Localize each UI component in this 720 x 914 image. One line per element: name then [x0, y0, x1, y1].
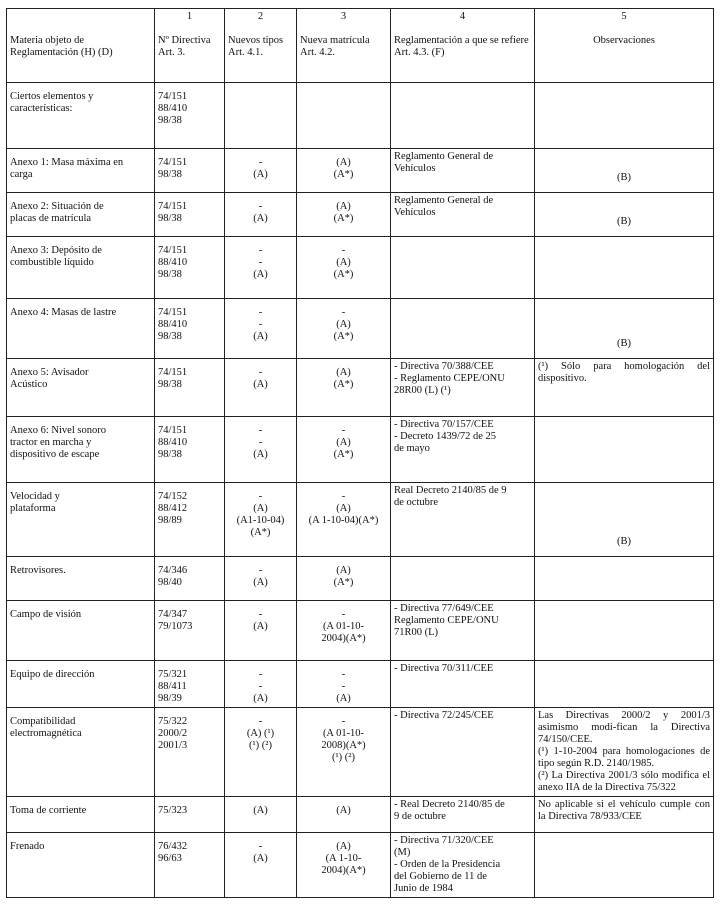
new-registration-cell: (A) (A 1-10- 2004)(A*)	[297, 833, 391, 898]
directive-cell: 74/347 79/1073	[155, 601, 225, 661]
new-registration-cell: (A) (A*)	[297, 557, 391, 601]
observations-cell	[535, 661, 714, 708]
subject-cell: Equipo de dirección	[7, 661, 155, 708]
subject-cell: Anexo 5: Avisador Acústico	[7, 359, 155, 417]
header-row	[7, 9, 714, 83]
header-col-3-text: Nueva matrícula Art. 4.2.	[300, 35, 370, 58]
directive-cell: 75/322 2000/2 2001/3	[155, 708, 225, 797]
subject-cell: Compatibilidad electromagnética	[7, 708, 155, 797]
observations-cell: (B)	[535, 299, 714, 359]
regulation-cell: - Directiva 77/649/CEE Reglamento CEPE/ONU 71R00 (L)	[391, 601, 535, 661]
table-row	[7, 299, 714, 359]
observations-cell	[535, 417, 714, 483]
new-types-cell: - (A)	[225, 193, 297, 237]
header-subject-text: Materia objeto de Reglamentación (H) (D)	[10, 35, 113, 58]
observations-cell: (B)	[535, 193, 714, 237]
subject-cell: Anexo 1: Masa máxima en carga	[7, 149, 155, 193]
table-row	[7, 601, 714, 661]
regulation-cell: - Directiva 70/311/CEE	[391, 661, 535, 708]
table-row	[7, 661, 714, 708]
header-col-3	[297, 9, 391, 83]
header-subject	[7, 9, 155, 83]
table-row	[7, 193, 714, 237]
new-types-cell: - (A)	[225, 833, 297, 898]
directive-cell: 74/151 88/410 98/38	[155, 237, 225, 299]
regulation-cell: - Directiva 72/245/CEE	[391, 708, 535, 797]
subject-cell: Campo de visión	[7, 601, 155, 661]
subject-cell: Anexo 2: Situación de placas de matrícula	[7, 193, 155, 237]
subject-cell: Velocidad y plataforma	[7, 483, 155, 557]
new-types-cell: - (A)	[225, 149, 297, 193]
table-row	[7, 237, 714, 299]
new-types-cell: - (A) (A1-10-04)(A*)	[225, 483, 297, 557]
directive-cell: 74/151 98/38	[155, 193, 225, 237]
regulation-cell: Reglamento General de Vehículos	[391, 193, 535, 237]
directive-cell: 74/151 88/410 98/38	[155, 417, 225, 483]
new-registration-cell: - (A 01-10- 2004)(A*)	[297, 601, 391, 661]
regulation-cell	[391, 237, 535, 299]
table-row	[7, 557, 714, 601]
table-row	[7, 708, 714, 797]
regulation-cell	[391, 83, 535, 149]
directive-cell: 74/151 98/38	[155, 149, 225, 193]
new-types-cell: - (A)	[225, 557, 297, 601]
new-types-cell: - (A) (¹) (¹) (²)	[225, 708, 297, 797]
new-registration-cell: (A) (A*)	[297, 359, 391, 417]
regulation-cell: - Directiva 71/320/CEE (M) - Orden de la Presidencia del Gobierno de 11 de Junio de 1984	[391, 833, 535, 898]
observations-cell	[535, 83, 714, 149]
table-row	[7, 417, 714, 483]
directive-cell: 74/151 88/410 98/38	[155, 299, 225, 359]
header-col-4-number: 4	[459, 11, 466, 22]
new-registration-cell: - (A) (A*)	[297, 299, 391, 359]
header-col-4-text: Reglamentación a que se refiere Art. 4.3. (F)	[394, 35, 529, 58]
new-types-cell: - - (A)	[225, 299, 297, 359]
new-types-cell: - - (A)	[225, 417, 297, 483]
regulation-cell	[391, 557, 535, 601]
subject-cell: Retrovisores.	[7, 557, 155, 601]
new-types-cell: - - (A)	[225, 237, 297, 299]
directive-cell: 74/151 98/38	[155, 359, 225, 417]
header-col-3-number: 3	[340, 11, 347, 22]
table-row	[7, 797, 714, 833]
new-registration-cell: (A)	[297, 797, 391, 833]
header-col-1	[155, 9, 225, 83]
table-row	[7, 833, 714, 898]
new-registration-cell: (A) (A*)	[297, 193, 391, 237]
table-row	[7, 359, 714, 417]
header-col-2-number: 2	[257, 11, 264, 22]
new-types-cell: (A)	[225, 797, 297, 833]
header-col-5	[535, 9, 714, 83]
header-col-5-number: 5	[621, 11, 627, 22]
new-registration-cell: - (A) (A 1-10-04)(A*)	[297, 483, 391, 557]
regulation-cell	[391, 299, 535, 359]
observations-cell: No aplicable si el vehículo cumple con la Directiva 78/933/CEE	[535, 797, 714, 833]
new-registration-cell: (A) (A*)	[297, 149, 391, 193]
observations-cell: (¹) Sólo para homologación del dispositivo.	[535, 359, 714, 417]
new-registration-cell: - - (A)	[297, 661, 391, 708]
observations-cell: (B)	[535, 483, 714, 557]
subject-cell: Frenado	[7, 833, 155, 898]
header-col-1-number: 1	[186, 11, 193, 22]
observations-cell	[535, 601, 714, 661]
new-types-cell: - (A)	[225, 359, 297, 417]
new-types-cell	[225, 83, 297, 149]
table-row	[7, 149, 714, 193]
header-col-2	[225, 9, 297, 83]
table-row	[7, 83, 714, 149]
header-col-1-text: Nº Directiva Art. 3.	[158, 35, 211, 58]
regulation-cell: - Directiva 70/157/CEE - Decreto 1439/72 de 25 de mayo	[391, 417, 535, 483]
directive-cell: 74/346 98/40	[155, 557, 225, 601]
observations-cell	[535, 237, 714, 299]
regulation-cell: Real Decreto 2140/85 de 9 de octubre	[391, 483, 535, 557]
regulation-cell: - Real Decreto 2140/85 de 9 de octubre	[391, 797, 535, 833]
header-col-4	[391, 9, 535, 83]
observations-cell	[535, 557, 714, 601]
regulation-table	[6, 8, 714, 898]
directive-cell: 75/321 88/411 98/39	[155, 661, 225, 708]
observations-cell: (B)	[535, 149, 714, 193]
regulation-cell: - Directiva 70/388/CEE - Reglamento CEPE/ONU 28R00 (L) (¹)	[391, 359, 535, 417]
new-registration-cell: - (A) (A*)	[297, 417, 391, 483]
directive-cell: 76/432 96/63	[155, 833, 225, 898]
new-registration-cell	[297, 83, 391, 149]
subject-cell: Anexo 3: Depósito de combustible líquido	[7, 237, 155, 299]
table-row	[7, 483, 714, 557]
directive-cell: 74/151 88/410 98/38	[155, 83, 225, 149]
regulation-cell: Reglamento General de Vehículos	[391, 149, 535, 193]
subject-cell: Ciertos elementos y características:	[7, 83, 155, 149]
directive-cell: 75/323	[155, 797, 225, 833]
directive-cell: 74/152 88/412 98/89	[155, 483, 225, 557]
subject-cell: Anexo 6: Nivel sonoro tractor en marcha y dispositivo de escape	[7, 417, 155, 483]
header-col-2-text: Nuevos tipos Art. 4.1.	[228, 35, 284, 58]
new-registration-cell: - (A 01-10- 2008)(A*) (¹) (²)	[297, 708, 391, 797]
observations-cell	[535, 833, 714, 898]
new-registration-cell: - (A) (A*)	[297, 237, 391, 299]
header-col-5-text: Observaciones	[593, 35, 655, 46]
subject-cell: Toma de corriente	[7, 797, 155, 833]
observations-cell: Las Directivas 2000/2 y 2001/3 asimismo modi-fican la Directiva 74/150/CEE. (¹) 1-10-2004 para homologaciones de tipo según R.D. 2140/1985. (²) La Directiva 2001/3 sólo modifica el anexo IIA de la Directiva 75/322	[535, 708, 714, 797]
new-types-cell: - (A)	[225, 601, 297, 661]
subject-cell: Anexo 4: Masas de lastre	[7, 299, 155, 359]
new-types-cell: - - (A)	[225, 661, 297, 708]
